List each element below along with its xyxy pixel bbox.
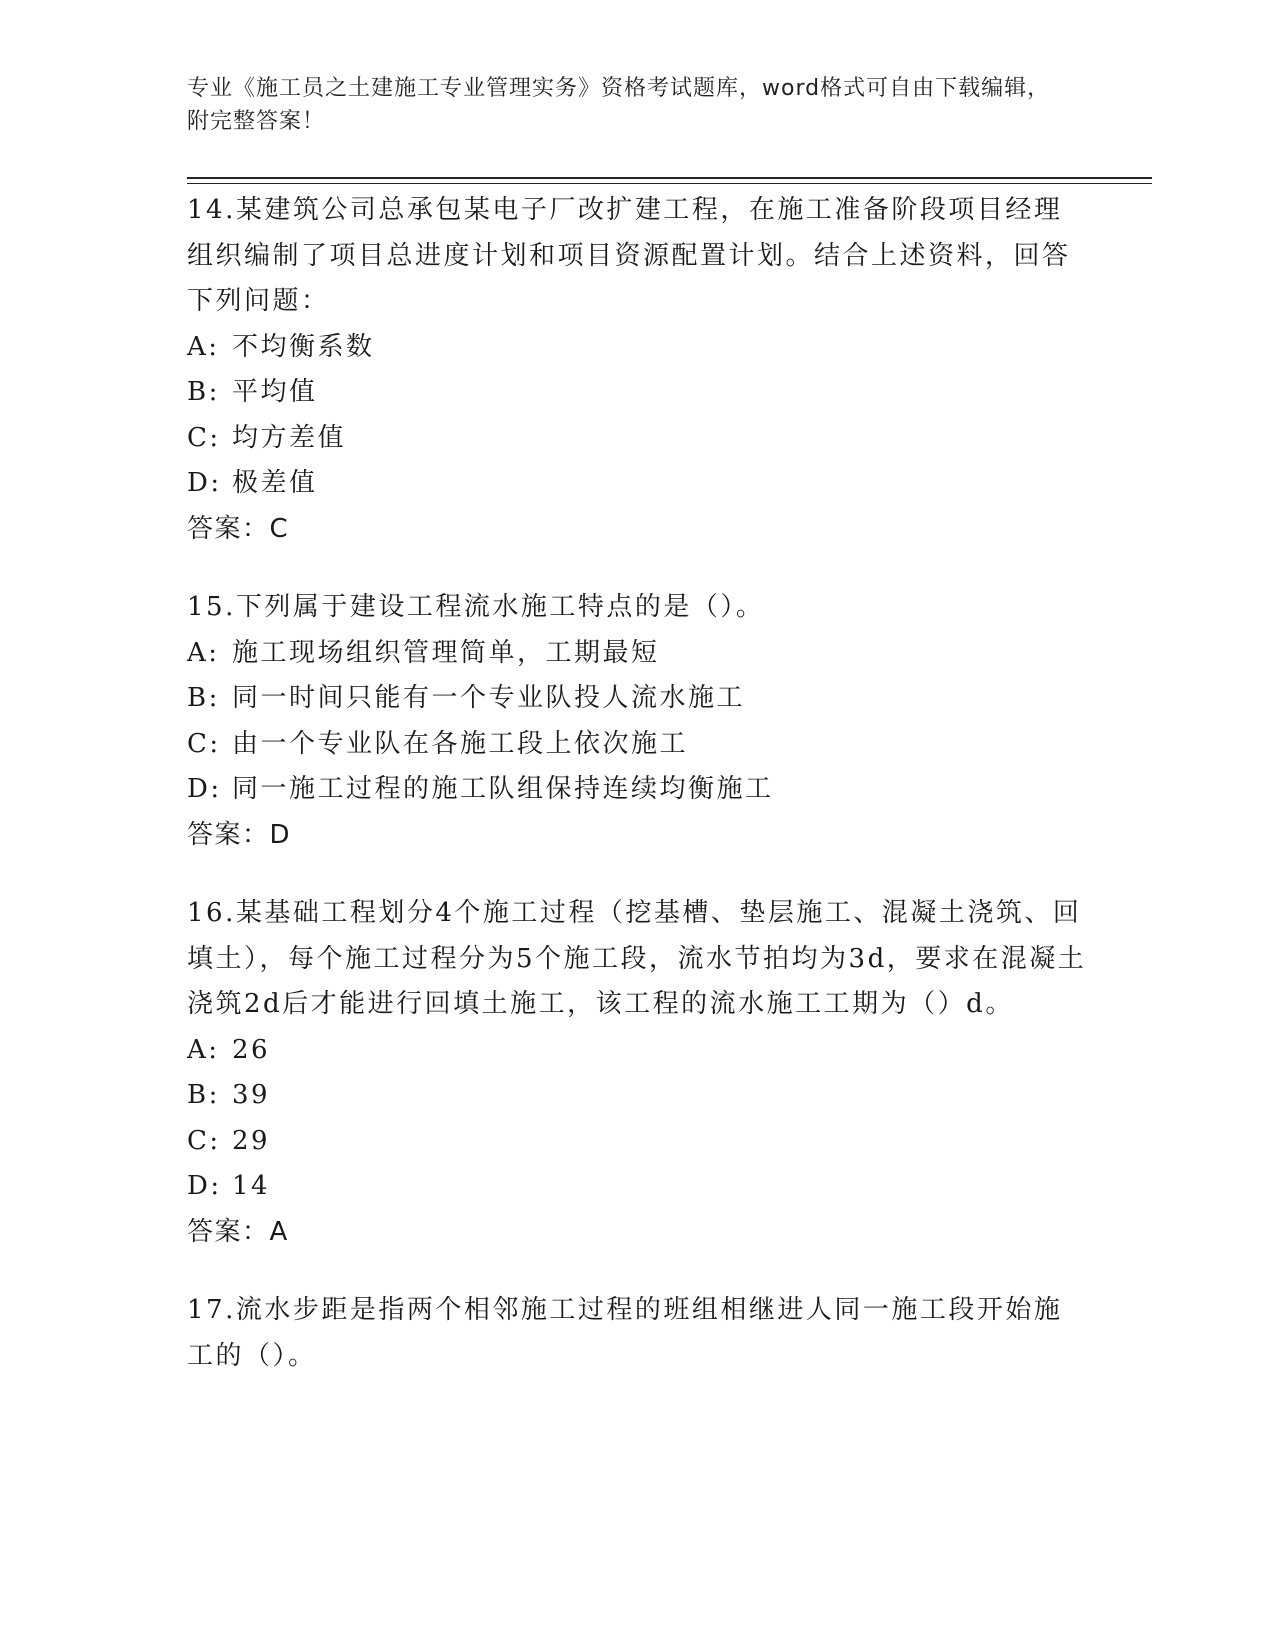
option-b	[187, 676, 1087, 722]
option-text: 14	[232, 1171, 271, 1201]
option-key: A:	[187, 637, 220, 668]
question-stem: 17.流水步距是指两个相邻施工过程的班组相继进人同一施工段开始施工的（）。	[187, 1295, 1063, 1371]
question-stem: 14.某建筑公司总承包某电子厂改扩建工程，在施工准备阶段项目经理组织编制了项目总进度计划和项目资源配置计划。结合上述资料，回答下列问题：	[187, 195, 1071, 316]
question-15	[187, 585, 1087, 858]
option-text: 26	[232, 1034, 271, 1065]
option-b	[187, 1073, 1087, 1119]
option-a	[187, 631, 1087, 677]
option-text: 平均值	[232, 377, 318, 407]
option-key: A:	[187, 1034, 220, 1065]
option-text: 29	[232, 1125, 271, 1156]
question-stem: 15.下列属于建设工程流水施工特点的是（）。	[187, 592, 765, 622]
answer-line: 答案：D	[187, 819, 292, 850]
question-stem: 16.某基础工程划分4个施工过程（挖基槽、垫层施工、混凝土浇筑、回填土），每个施工过程分为5个施工段，流水节拍均为3d，要求在混凝土浇筑2d后才能进行回填土施工，该工程的流水施工工期为（）d。	[187, 898, 1087, 1019]
question-17	[187, 1288, 1087, 1379]
answer-line: 答案：A	[187, 1216, 289, 1247]
option-text: 极差值	[232, 468, 318, 498]
option-key: B:	[187, 683, 220, 713]
option-key: D:	[187, 774, 222, 804]
option-key: B:	[187, 377, 220, 407]
option-c	[187, 1119, 1087, 1165]
option-key: A:	[187, 331, 220, 362]
option-text: 39	[232, 1080, 271, 1110]
option-text: 同一施工过程的施工队组保持连续均衡施工	[232, 774, 774, 804]
option-key: B:	[187, 1080, 220, 1110]
option-c	[187, 722, 1087, 768]
question-16	[187, 891, 1087, 1255]
option-text: 不均衡系数	[232, 331, 375, 362]
option-key: C:	[187, 728, 221, 759]
option-b	[187, 370, 1087, 416]
option-text: 施工现场组织管理简单，工期最短	[232, 637, 660, 668]
option-key: C:	[187, 422, 221, 453]
document-header: 专业《施工员之土建施工专业管理实务》资格考试题库，word格式可自由下载编辑，附完整答案！	[187, 76, 1051, 134]
option-d	[187, 1164, 1087, 1210]
option-d	[187, 461, 1087, 507]
option-a	[187, 1028, 1087, 1074]
option-c	[187, 416, 1087, 462]
option-text: 均方差值	[232, 422, 347, 453]
option-text: 由一个专业队在各施工段上依次施工	[232, 728, 689, 759]
option-text: 同一时间只能有一个专业队投人流水施工	[232, 683, 746, 713]
question-list	[187, 188, 1087, 1412]
answer-line: 答案：C	[187, 513, 290, 544]
question-14	[187, 188, 1087, 552]
option-key: C:	[187, 1125, 221, 1156]
option-key: D:	[187, 468, 222, 498]
header-divider-thick	[187, 177, 1152, 179]
option-a	[187, 325, 1087, 371]
header-divider-thin	[187, 183, 1152, 184]
option-key: D:	[187, 1171, 222, 1201]
option-d	[187, 767, 1087, 813]
